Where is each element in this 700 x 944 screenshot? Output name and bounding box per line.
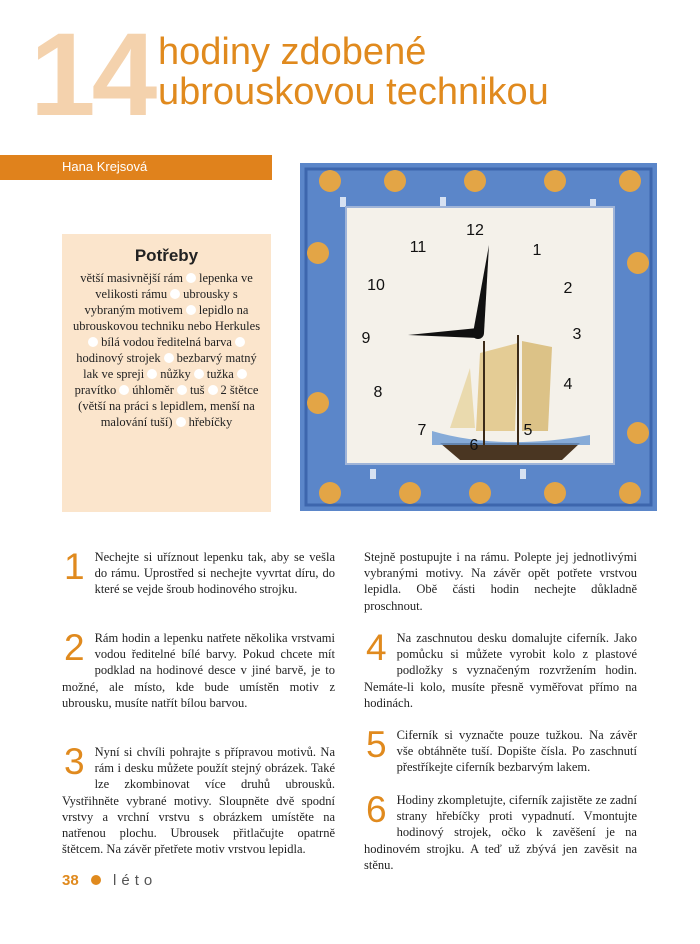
bullet-dot-icon [208, 385, 218, 395]
bullet-dot-icon [237, 369, 247, 379]
author-name: Hana Krejsová [62, 159, 148, 174]
supplies-heading: Potřeby [134, 246, 199, 265]
step-2 [62, 627, 335, 711]
clock-numeral-7: 7 [417, 422, 427, 439]
step-6-text: Hodiny zkompletujte, ciferník zajistěte ze zadní strany hřebíčky proti vypadnutí. Vmontujte hodinový strojek, očko k zavěšení je na hodinovém strojku. A teď už zbývá jen zavěsit na stěnu. [364, 793, 637, 872]
step-6-number: 6 [366, 789, 387, 830]
footer-dot-icon [91, 875, 101, 885]
clock-numeral-4: 4 [563, 376, 573, 393]
step-1-number: 1 [64, 546, 85, 587]
supply-item: 2 štětce (větší na práci s lepidlem, menší na malování tuší) [78, 383, 259, 429]
bullet-dot-icon [170, 289, 180, 299]
supplies-box [62, 234, 271, 512]
clock-numeral-12: 12 [466, 222, 484, 239]
clock-numeral-2: 2 [563, 280, 573, 297]
step-3-continuation: Stejně postupujte i na rámu. Polepte jej jednotlivými vybranými motivy. Na závěr opět potřete vrstvou lepidla. Obě části hodin nechejte důkladně proschnout. [364, 550, 637, 613]
title-line-2: ubrouskovou technikou [158, 71, 549, 113]
supply-item: pravítko [74, 383, 117, 397]
step-4 [364, 627, 637, 711]
bullet-dot-icon [177, 385, 187, 395]
step-3-number: 3 [64, 741, 85, 782]
clock-numeral-11: 11 [409, 239, 427, 256]
bullet-dot-icon [235, 337, 245, 347]
bullet-dot-icon [194, 369, 204, 379]
step-4-text: Na zaschnutou desku domalujte ciferník. Jako pomůcku si můžete vyrobit kolo z plastové podložky s vyznačeným rozvržením hodin. Nemáte-li kolo, musíte přesně vyměřovat přímo na hodinách. [364, 631, 637, 710]
bullet-dot-icon [186, 305, 196, 315]
clock-center [472, 327, 484, 339]
step-3 [62, 741, 335, 857]
step-5-number: 5 [366, 724, 387, 765]
clock-numeral-5: 5 [523, 422, 533, 439]
bullet-dot-icon [119, 385, 129, 395]
page-footer [62, 872, 157, 889]
supply-item: hřebíčky [188, 415, 233, 429]
supply-item: bezbarvý matný lak ve spreji [83, 351, 257, 381]
step-5 [364, 724, 637, 776]
step-6 [364, 789, 637, 873]
supply-item: hodinový strojek [76, 351, 161, 365]
step-2-text: Rám hodin a lepenku natřete několika vrstvami vodou ředitelné bílé barvy. Pokud chcete mít podklad na hodinové desce v jiné barvě, je to možné, ale místo, kde bude umístěn motiv z ubrousku, musíte natřít bílou barvou. [62, 631, 335, 710]
step-4-number: 4 [366, 627, 387, 668]
author-bar [0, 155, 272, 180]
bullet-dot-icon [186, 273, 196, 283]
step-1 [62, 546, 335, 598]
clock-numeral-3: 3 [572, 326, 582, 343]
step-1-text: Nechejte si uříznout lepenku tak, aby se vešla do rámu. Uprostřed si nechejte vyvrtat díru, do které se vejde šroub hodinového strojku. [94, 550, 335, 597]
bullet-dot-icon [164, 353, 174, 363]
title-line-1: hodiny zdobené [158, 31, 427, 73]
supply-item: bílá vodou ředitelná barva [101, 335, 232, 349]
clock-numeral-8: 8 [373, 384, 383, 401]
clock-numeral-6: 6 [469, 437, 479, 454]
article-title [158, 32, 549, 112]
step-2-number: 2 [64, 627, 85, 668]
supply-item: tuš [189, 383, 205, 397]
bullet-dot-icon [176, 417, 186, 427]
supply-item: lepenka ve velikosti rámu [95, 271, 253, 301]
clock-illustration [300, 163, 657, 511]
supply-item: nůžky [160, 367, 191, 381]
supply-item: tužka [206, 367, 234, 381]
supply-item: ubrousky s vybraným motivem [84, 287, 238, 317]
supplies-list [62, 270, 271, 430]
page-number: 38 [62, 872, 79, 889]
clock-numeral-10: 10 [367, 277, 385, 294]
step-3-text: Nyní si chvíli pohrajte s přípravou motivů. Na rám i desku můžete použít stejný obrázek. Také lze zkombinovat více druhů ubrousků. Vystřihněte vybrané motivy. Sloupněte dvě spodní vrstvy a vrchní vrstvu s obrázkem umístěte na natřenou plochu. Ubrousek přitlačujte opatrně štětcem. Na závěr přetřete motiv vrstvou lepidla. [62, 745, 335, 857]
bullet-dot-icon [88, 337, 98, 347]
supply-item: lepidlo na ubrouskovou techniku nebo Herkules [72, 303, 261, 333]
supply-item: větší masivnější rám [80, 271, 183, 285]
section-name: léto [113, 872, 158, 889]
clock-numeral-9: 9 [361, 330, 371, 347]
clock-numeral-1: 1 [532, 242, 542, 259]
bullet-dot-icon [147, 369, 157, 379]
supply-item: úhloměr [132, 383, 174, 397]
step-5-text: Ciferník si vyznačte pouze tužkou. Na závěr vše obtáhněte tuší. Dopište čísla. Po zaschnutí přestříkejte ciferník bezbarvým lakem. [396, 728, 637, 775]
article-number: 14 [30, 9, 154, 141]
